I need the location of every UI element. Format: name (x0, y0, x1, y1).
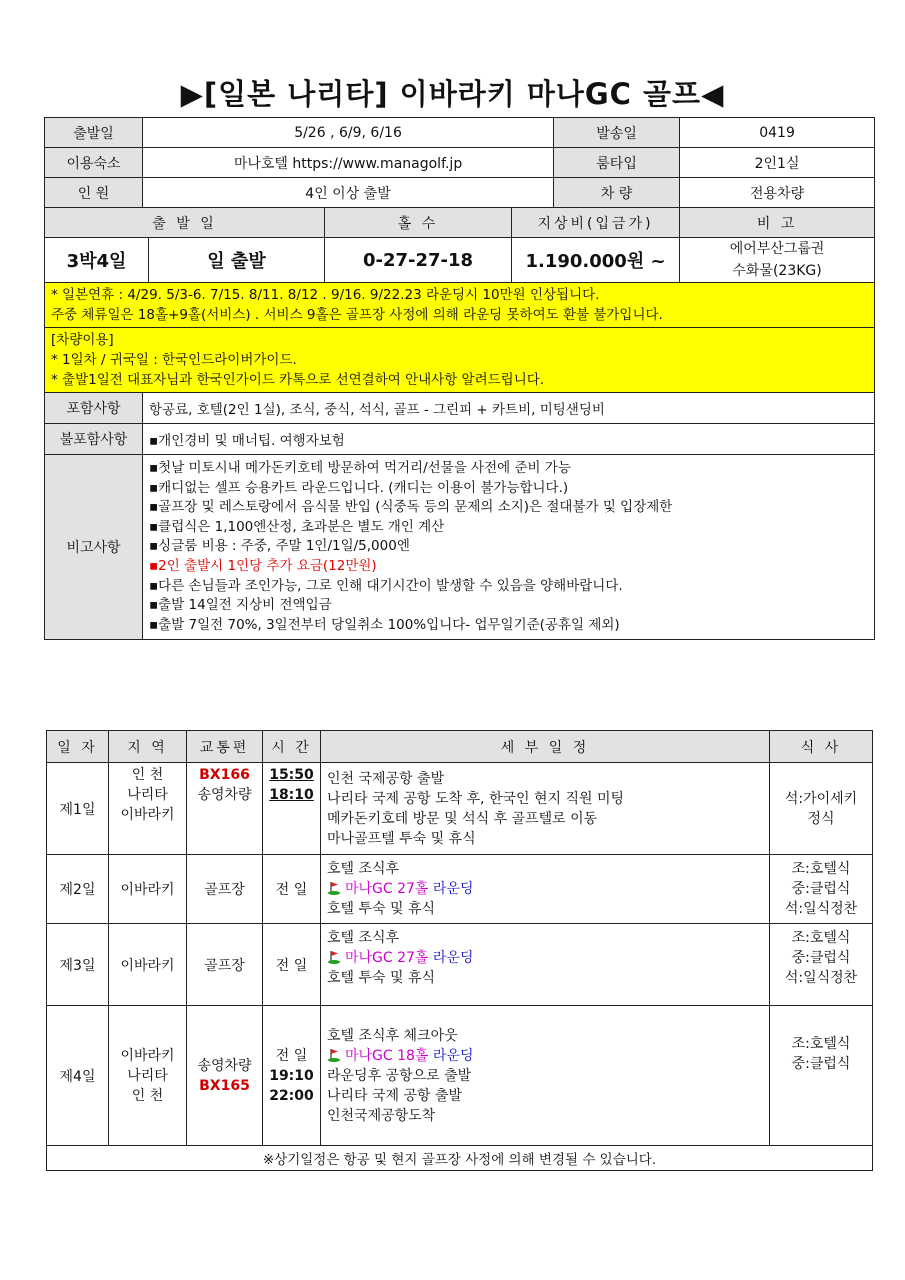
golf-flag-icon (327, 950, 341, 964)
excluded-value: ▪개인경비 및 매너팁. 여행자보험 (143, 424, 875, 455)
golf-line (327, 1046, 763, 1066)
depart-value: 5/26 , 6/9, 6/16 (143, 118, 554, 148)
summary-header-note: 비 고 (680, 208, 875, 238)
remark-item: ▪싱글룸 비용 : 주중, 주말 1인/1일/5,000엔 (149, 538, 410, 555)
meal-text: 정식 (807, 810, 835, 827)
meal-cell (770, 1006, 873, 1146)
schedule-row-day4 (47, 1006, 873, 1146)
schedule-header-time: 시 간 (263, 731, 321, 763)
region-text: 나리타 (127, 1067, 168, 1084)
detail-line: 메카돈키호테 방문 및 석식 후 골프텔로 이동 (327, 810, 598, 827)
summary-price: 1.190.000원 ~ (512, 238, 680, 283)
day-label: 제2일 (47, 855, 109, 924)
car-value: 전용차량 (680, 178, 875, 208)
transport-text: 송영차량 (197, 1057, 252, 1074)
summary-day: 일 출발 (149, 238, 325, 283)
schedule-row-day2 (47, 855, 873, 924)
meal-text: 중:클럽식 (791, 950, 851, 966)
car-notice-line1: [차량이용] (51, 332, 114, 348)
meal-text: 중:클럽식 (791, 881, 851, 897)
golf-round-text: 라운딩 (432, 1047, 474, 1064)
summary-header-depart: 출 발 일 (45, 208, 325, 238)
time-text: 22:00 (269, 1087, 314, 1104)
time-cell (263, 763, 321, 855)
meal-cell (770, 763, 873, 855)
detail-line: 마나골프텔 투숙 및 휴식 (327, 830, 476, 847)
remark-item: ▪다른 손님들과 조인가능, 그로 인해 대기시간이 발생할 수 있음을 양해바랍니다. (149, 577, 623, 594)
meal-text: 조:호텔식 (791, 930, 851, 946)
meal-text: 석:일식정찬 (784, 970, 858, 986)
schedule-row-day1 (47, 763, 873, 855)
hotel-value: 마나호텔 https://www.managolf.jp (143, 148, 554, 178)
day-label: 제3일 (47, 924, 109, 1006)
remark-item: ▪출발 14일전 지상비 전액입금 (149, 597, 332, 614)
summary-note-line1: 에어부산그룹권 (729, 241, 825, 257)
region-cell: 이바라키 (109, 924, 187, 1006)
region-cell (109, 763, 187, 855)
time-cell: 전 일 (263, 924, 321, 1006)
golf-flag-icon (327, 1048, 341, 1062)
page-title: ▶[일본 나리타] 이바라키 마나GC 골프◀ (180, 77, 725, 111)
summary-note (680, 238, 875, 283)
transport-text: 송영차량 (197, 787, 252, 803)
car-label: 차 량 (554, 178, 680, 208)
summary-note-line2: 수화물(23KG) (732, 263, 822, 279)
holiday-notice-line2: 주중 체류일은 18홀+9홀(서비스) . 서비스 9홀은 골프장 사정에 의해 라운딩 못하여도 환불 불가입니다. (51, 307, 663, 323)
day-label: 제4일 (47, 1006, 109, 1146)
schedule-header-meal: 식 사 (770, 731, 873, 763)
time-cell: 전 일 (263, 855, 321, 924)
meal-text: 중:클럽식 (791, 1056, 851, 1072)
remarks-list (143, 455, 875, 640)
flight-code: BX166 (199, 767, 250, 783)
summary-header-holes: 홀 수 (325, 208, 512, 238)
golf-flag-icon (327, 881, 341, 895)
holiday-notice (45, 283, 875, 328)
day-label: 제1일 (47, 763, 109, 855)
included-value: 항공료, 호텔(2인 1실), 조식, 중식, 석식, 골프 - 그린피 + 카트비, 미팅샌딩비 (143, 393, 875, 424)
details-cell (321, 763, 770, 855)
details-cell (321, 924, 770, 1006)
send-value: 0419 (680, 118, 875, 148)
meal-text: 조:호텔식 (791, 861, 851, 877)
transport-cell (187, 763, 263, 855)
schedule-row-day3 (47, 924, 873, 1006)
detail-line: 호텔 조식후 (327, 930, 400, 946)
detail-line: 호텔 조식후 체크아웃 (327, 1027, 458, 1044)
depart-label: 출발일 (45, 118, 143, 148)
room-label: 룸타입 (554, 148, 680, 178)
remark-item-highlight: ▪2인 출발시 1인당 추가 요금(12만원) (149, 557, 377, 574)
summary-nights: 3박4일 (45, 238, 149, 283)
remark-item: ▪클럽식은 1,100엔산정, 초과분은 별도 개인 계산 (149, 518, 445, 535)
detail-line: 인천 국제공항 출발 (327, 770, 445, 787)
remark-item: ▪출발 7일전 70%, 3일전부터 당일취소 100%입니다- 업무일기준(공휴일 제외) (149, 616, 620, 633)
meal-cell (770, 924, 873, 1006)
detail-line: 호텔 투숙 및 휴식 (327, 970, 436, 986)
detail-line: 호텔 조식후 (327, 861, 400, 877)
flight-code: BX165 (199, 1077, 250, 1094)
region-cell (109, 1006, 187, 1146)
region-text: 이바라키 (120, 807, 175, 823)
transport-cell (187, 1006, 263, 1146)
people-value: 4인 이상 출발 (143, 178, 554, 208)
meal-text: 석:일식정찬 (784, 901, 858, 917)
schedule-table (46, 730, 873, 1171)
details-cell (321, 855, 770, 924)
schedule-header-region: 지 역 (109, 731, 187, 763)
golf-round-text: 라운딩 (432, 950, 474, 966)
region-text: 나리타 (127, 787, 168, 803)
golf-line (327, 879, 763, 899)
info-table (44, 117, 875, 640)
holiday-notice-line1: * 일본연휴 : 4/29. 5/3-6. 7/15. 8/11. 8/12 . 9/16. 9/22.23 라운딩시 10만원 인상됩니다. (51, 287, 600, 303)
golf-line (327, 948, 763, 968)
detail-line: 라운딩후 공항으로 출발 (327, 1067, 472, 1084)
hotel-label: 이용숙소 (45, 148, 143, 178)
remarks-label: 비고사항 (45, 455, 143, 640)
remark-item: ▪캐디없는 셀프 승용카트 라운드입니다. (캐디는 이용이 불가능합니다.) (149, 479, 569, 496)
time-text: 19:10 (269, 1067, 314, 1084)
transport-cell: 골프장 (187, 855, 263, 924)
golf-round-text: 라운딩 (432, 881, 474, 897)
room-value: 2인1실 (680, 148, 875, 178)
golf-course-name: 마나GC 18홀 (345, 1047, 429, 1064)
meal-text: 석:가이세키 (784, 790, 858, 807)
summary-holes: 0-27-27-18 (325, 238, 512, 283)
car-notice (45, 328, 875, 393)
meal-text: 조:호텔식 (791, 1036, 851, 1052)
car-notice-line2: * 1일차 / 귀국일 : 한국인드라이버가이드. (51, 352, 297, 368)
schedule-header-day: 일 자 (47, 731, 109, 763)
schedule-header-transport: 교통편 (187, 731, 263, 763)
golf-course-name: 마나GC 27홀 (345, 950, 429, 966)
time-text: 전 일 (275, 1047, 308, 1064)
detail-line: 호텔 투숙 및 휴식 (327, 901, 436, 917)
region-text: 이바라키 (120, 1047, 175, 1064)
region-text: 인 천 (131, 1087, 164, 1104)
schedule-header-details: 세 부 일 정 (321, 731, 770, 763)
excluded-label: 불포함사항 (45, 424, 143, 455)
detail-line: 나리타 국제 공항 출발 (327, 1087, 463, 1104)
region-text: 인 천 (131, 767, 164, 783)
meal-cell (770, 855, 873, 924)
send-label: 발송일 (554, 118, 680, 148)
time-text: 15:50 (269, 767, 314, 783)
golf-course-name: 마나GC 27홀 (345, 881, 429, 897)
time-text: 18:10 (269, 787, 314, 803)
car-notice-line3: * 출발1일전 대표자님과 한국인가이드 카톡으로 선연결하여 안내사항 알려드립니다. (51, 372, 545, 388)
detail-line: 인천국제공항도착 (327, 1107, 436, 1124)
details-cell (321, 1006, 770, 1146)
detail-line: 나리타 국제 공항 도착 후, 한국인 현지 직원 미팅 (327, 790, 625, 807)
time-cell (263, 1006, 321, 1146)
people-label: 인 원 (45, 178, 143, 208)
remark-item: ▪골프장 및 레스토랑에서 음식물 반입 (식중독 등의 문제의 소지)은 절대불가 및 입장제한 (149, 499, 673, 516)
region-cell: 이바라키 (109, 855, 187, 924)
remark-item: ▪첫날 미토시내 메가돈키호테 방문하여 먹거리/선물을 사전에 준비 가능 (149, 460, 571, 476)
schedule-footer-note: ※상기일정은 항공 및 현지 골프장 사정에 의해 변경될 수 있습니다. (47, 1146, 873, 1171)
transport-cell: 골프장 (187, 924, 263, 1006)
summary-header-price: 지상비(입금가) (512, 208, 680, 238)
included-label: 포함사항 (45, 393, 143, 424)
